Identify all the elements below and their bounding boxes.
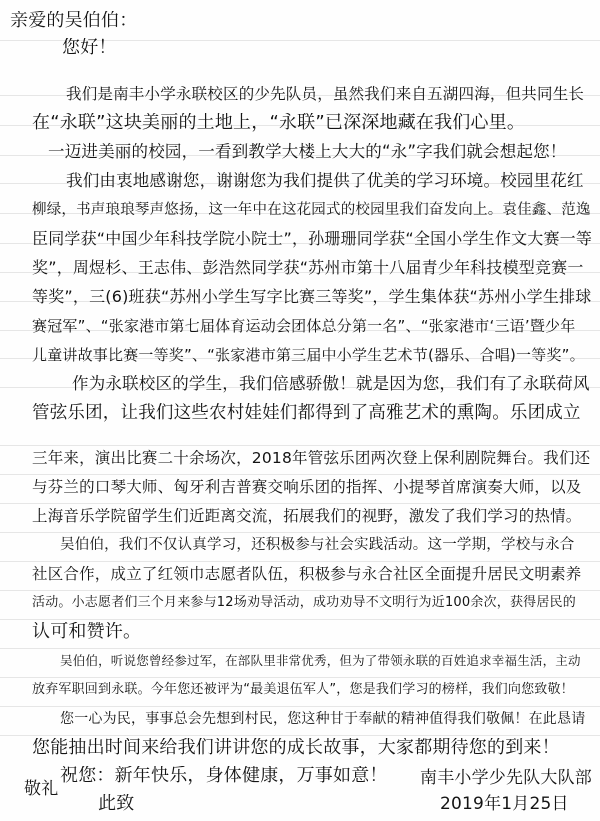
- letter-line: 臣同学获“中国少年科技学院小院士”，孙珊珊同学获“全国小学生作文大赛一等: [32, 229, 592, 248]
- letter-line: 管弦乐团，让我们这些农村娃娃们都得到了高雅艺术的熏陶。乐团成立: [32, 403, 581, 423]
- closing-cizhi: 此致: [98, 794, 135, 814]
- closing-wishes: 祝您：新年快乐，身体健康，万事如意！: [60, 766, 388, 786]
- letter-line: 一迈进美丽的校园，一看到教学大楼上大大的“永”字我们就会想起您！: [48, 142, 567, 161]
- letter-line: 我们由衷地感谢您，谢谢您为我们提供了优美的学习环境。校园里花红: [66, 171, 584, 190]
- ruled-line: [0, 590, 600, 591]
- letter-line: 与芬兰的口琴大师、匈牙利吉普赛交响乐团的指挥、小提琴首席演奏大师，以及: [32, 478, 582, 496]
- ruled-line: [0, 677, 600, 678]
- letter-line: 吴伯伯，我们不仅认真学习，还积极参与社会实践活动。这一学期，学校与永合: [60, 537, 575, 553]
- letter-line: 您一心为民，事事总会先想到村民，您这种甘于奉献的精神值得我们敬佩！在此恳请: [60, 711, 586, 727]
- ruled-line: [0, 735, 600, 736]
- ruled-line: [0, 474, 600, 475]
- closing-jingli: 敬礼: [24, 779, 59, 799]
- letter-line: 在“永联”这块美丽的土地上，“永联”已深深地藏在我们心里。: [32, 113, 526, 133]
- letter-line: 吴伯伯，听说您曾经参过军，在部队里非常优秀，但为了带领永联的百姓追求幸福生活，主动: [60, 653, 581, 668]
- ruled-line: [0, 532, 600, 533]
- ruled-line: [0, 648, 600, 649]
- letter-line: 放弃军职回到永联。今年您还被评为“最美退伍军人”，您是我们学习的榜样，我们向您致敬！: [32, 682, 574, 697]
- letter-line: 等奖”，三(6)班获“苏州小学生写字比赛三等奖”，学生集体获“苏州小学生排球: [32, 287, 592, 306]
- letter-line: 奖”，周煜杉、王志伟、彭浩然同学获“苏州市第十八届青少年科技模型竞赛一: [32, 258, 584, 277]
- letter-line: 我们是南丰小学永联校区的少先队员，虽然我们来自五湖四海，但共同生长: [66, 85, 585, 103]
- letter-line: 作为永联校区的学生，我们倍感骄傲！就是因为您，我们有了永联荷风: [72, 374, 590, 393]
- letter-line: 认可和赞许。: [32, 622, 142, 642]
- ruled-line: [0, 445, 600, 446]
- signature-date: 2019年1月25日: [440, 794, 569, 814]
- ruled-line: [0, 619, 600, 620]
- greeting: 您好！: [62, 38, 117, 58]
- letter-line: 赛冠军”、“张家港市第七届体育运动会团体总分第一名”、“张家港市‘三语’暨少年: [32, 317, 576, 335]
- ruled-line: [0, 561, 600, 562]
- ruled-line: [0, 706, 600, 707]
- ruled-line: [0, 503, 600, 504]
- letter-line: 儿童讲故事比赛一等奖”、“张家港市第三届中小学生艺术节(器乐、合唱)一等奖”。: [32, 346, 585, 364]
- letter-line: 社区合作，成立了红领巾志愿者队伍，积极参与永合社区全面提升居民文明素养: [32, 565, 582, 583]
- letter-line: 活动。小志愿者们三个月来参与12场劝导活动，成功劝导不文明行为近100余次，获得居民的: [32, 595, 576, 610]
- letter-line: 上海音乐学院留学生们近距离交流，拓展我们的视野，激发了我们学习的热情。: [32, 507, 582, 525]
- salutation: 亲爱的吴伯伯：: [10, 11, 138, 31]
- signature-organization: 南丰小学少先队大队部: [420, 768, 592, 788]
- letter-line: 三年来，演出比赛二十余场次，2018年管弦乐团两次登上保利剧院舞台。我们还: [32, 449, 591, 467]
- letter-line: 柳绿，书声琅琅琴声悠扬，这一年中在这花园式的校园里我们奋发向上。袁佳鑫、范逸: [32, 202, 591, 218]
- letter-line: 您能抽出时间来给我们讲讲您的成长故事，大家都期待您的到来！: [32, 738, 560, 758]
